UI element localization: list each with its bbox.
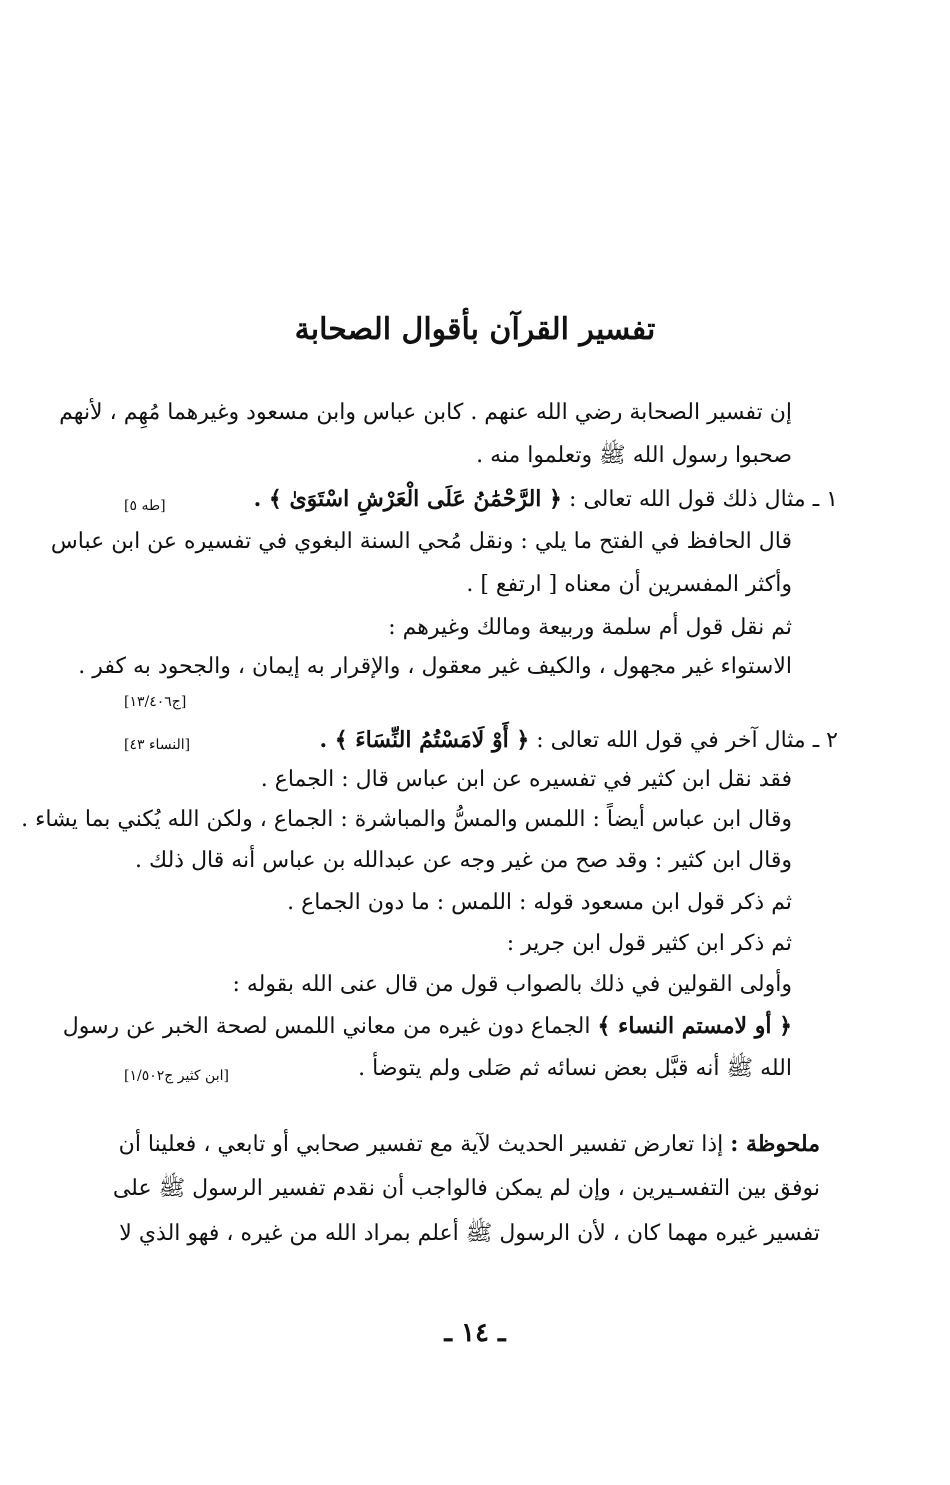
- example2-number: ٢ ـ: [812, 728, 838, 753]
- example2-line-9: الله ﷺ أنه قبَّل بعض نسائه ثم صَلى ولم يتوضأ .: [358, 1056, 792, 1081]
- example2-line-2: فقد نقل ابن كثير في تفسيره عن ابن عباس قال : الجماع .: [260, 767, 792, 792]
- example1-text: مثال ذلك قول الله تعالى :: [568, 487, 806, 512]
- intro-line-2: صحبوا رسول الله ﷺ وتعلموا منه .: [476, 443, 792, 468]
- example2-line-8-rest: الجماع دون غيره من معاني اللمس لصحة الخبر عن رسول: [62, 1014, 591, 1039]
- example1-number: ١ ـ: [812, 487, 838, 512]
- example2-line-3: وقال ابن عباس أيضاً : اللمس والمسُّ والمباشرة : الجماع ، ولكن الله يُكني بما يشاء .: [21, 807, 792, 832]
- example2-heading: [319, 725, 838, 755]
- example2-line-8: [62, 1011, 792, 1041]
- example1-volume-reference: [ج١٣/٤٠٦]: [124, 694, 187, 710]
- example1-heading: [254, 484, 838, 514]
- page-number: ـ ١٤ ـ: [444, 1318, 506, 1348]
- example2-line-7: وأولى القولين في ذلك بالصواب قول من قال عنى الله بقوله :: [232, 972, 792, 997]
- example2-line-6: ثم ذكر ابن كثير قول ابن جرير :: [506, 931, 792, 956]
- note-label: ملحوظة :: [730, 1131, 820, 1157]
- example1-line-3: وأكثر المفسرين أن معناه [ ارتفع ] .: [466, 572, 792, 597]
- page-title: تفسير القرآن بأقوال الصحابة: [294, 312, 656, 347]
- example2-volume-reference: [ابن كثير ج١/٥٠٢]: [124, 1068, 229, 1084]
- example1-line-5: الاستواء غير مجهول ، والكيف غير معقول ، والإقرار به إيمان ، والجحود به كفر .: [78, 654, 792, 679]
- example2-text: مثال آخر في قول الله تعالى :: [536, 728, 806, 753]
- example2-line-4: وقال ابن كثير : وقد صح من غير وجه عن عبدالله بن عباس أنه قال ذلك .: [135, 848, 792, 873]
- note-line-2: نوفق بين التفسـيرين ، وإن لم يمكن فالواجب أن نقدم تفسير الرسول ﷺ على: [112, 1176, 820, 1201]
- example2-line-5: ثم ذكر قول ابن مسعود قوله : اللمس : ما دون الجماع .: [287, 890, 792, 915]
- intro-line-1: إن تفسير الصحابة رضي الله عنهم . كابن عباس وابن مسعود وغيرهما مُهِم ، لأنهم: [59, 400, 792, 425]
- example1-quran-quote: ﴿ الرَّحْمَٰنُ عَلَى الْعَرْشِ اسْتَوَىٰ ﴾ .: [253, 486, 562, 512]
- example1-line-4: ثم نقل قول أم سلمة وربيعة ومالك وغيرهم :: [388, 615, 792, 640]
- note-line-1: [118, 1129, 820, 1159]
- note-line-1-text: إذا تعارض تفسير الحديث لآية مع تفسير صحابي أو تابعي ، فعلينا أن: [118, 1132, 724, 1157]
- example2-reference: [النساء ٤٣]: [124, 737, 191, 753]
- example2-quran-quote: ﴿ أَوْ لَامَسْتُمُ النِّسَاءَ ﴾ .: [319, 727, 530, 753]
- note-line-3: تفسير غيره مهما كان ، لأن الرسول ﷺ أعلم بمراد الله من غيره ، فهو الذي لا: [119, 1221, 820, 1246]
- example1-line-2: قال الحافظ في الفتح ما يلي : ونقل مُحي السنة البغوي في تفسيره عن ابن عباس: [50, 529, 792, 554]
- example2-inline-quote: ﴿ أو لامستم النساء ﴾: [597, 1013, 792, 1039]
- example1-reference: [طه ٥]: [124, 498, 166, 514]
